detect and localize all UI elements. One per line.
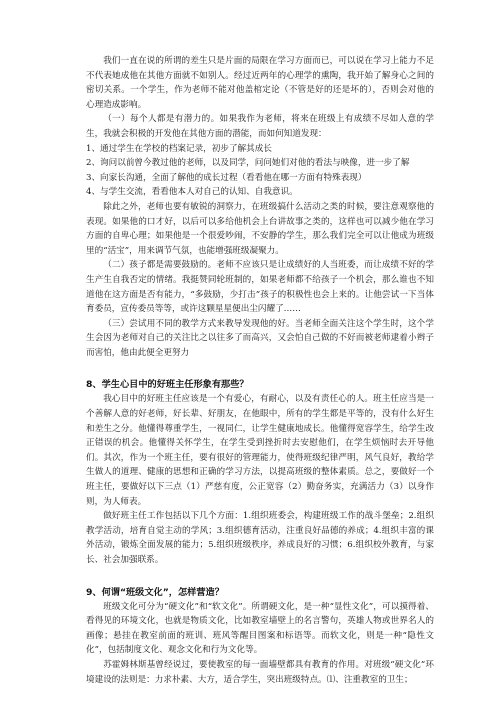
list-item: 3、向家长沟通，全面了解他的成长过程（看看他在哪一方面有特殊表现） (86, 172, 367, 183)
intro-paragraph-5: （三）尝试用不同的教学方式来教导发现他的好。当老师全面关注这个学生时，这个学生会因为老师对自己的关注比之以往多了而高兴，又会怕自己做的不好而被老师逮着小辫子而害怕，他由此便全更努力 (86, 318, 434, 358)
list-item: 4、与学生交流，看看他本人对自己的认知、自我意识。 (86, 187, 298, 198)
discovery-list (86, 142, 434, 200)
list-item: 1、通过学生在学校的档案记录，初步了解其成长 (86, 143, 272, 154)
section-9-paragraph-2: 苏霍姆林斯基曾经说过，要使教室的每一面墙壁都具有教育的作用。对班级“硬文化”环境建设的法则是：力求朴素、大方，适合学生，突出班级特点。⑴、注重教室的卫生； (86, 659, 434, 685)
list-item: 2、询问以前曾今教过他的老师，以及同学，问问她们对他的看法与映像，进一步了解 (86, 158, 410, 169)
intro-paragraph-2: （一）每个人都是有潜力的。如果我作为老师，将来在班级上有成绩不尽如人意的学生，我就会积极的开发他在其他方面的潜能，而如何知道发现： (86, 114, 434, 139)
document-body (86, 54, 434, 687)
section-9-heading: 9、何谓“班级文化”，怎样营造？ (86, 586, 224, 598)
section-gap (86, 360, 434, 377)
section-9-paragraph-1: 班级文化可分为“硬文化”和“软文化”。所谓硬文化，是一种“显性文化”，可以摸得着、看得见的环境文化，也就是物质文化，比如教室墙壁上的名言警句，英雄人物或世界名人的画像；悬挂在教室前面的班训、班风等醒目图案和标语等。而软文化，则是一种“隐性文化”，包括制度文化、观念文化和行为文化等。 (86, 601, 434, 656)
intro-paragraph-1: 我们一直在说的所谓的差生只是片面的局限在学习方面而已，可以说在学习上能力不足不代表她成他在其他方面就不如别人。经过近两年的心理学的熏陶，我开始了解身心之间的密切关系。一个学生，作为老师不能对他盖棺定论（不管是好的还是坏的），否则会对他的心理造成影响。 (86, 56, 434, 110)
intro-paragraph-3: 除此之外，老师也要有敏锐的洞察力，在班级搞什么活动之类的时候，要注意观察他的表现。如果他的口才好，以后可以多给他机会上台讲故事之类的，这样也可以减少他在学习方面的自卑心理；如果他是一个很爱吵闹，不安静的学生，那么我们完全可以让他成为班级里的“活宝”，用来调节气氛，也能增强班级凝聚力。 (86, 201, 434, 256)
section-8-paragraph-1: 我心目中的好班主任应该是一个有爱心，有耐心，以及有责任心的人。班主任应当是一个善解人意的好老师，好长辈、好朋友，在他眼中，所有的学生都是平等的，没有什么好生和差生之分。他懂得尊重学生，一视同仁，让学生健康地成长。他懂得宽容学生，给学生改正错误的机会。他懂得关怀学生，在学生受到挫折时去安慰他们，在学生烦恼时去开导他们。其次，作为一个班主任，要有很好的管理能力，使得班级纪律严明，风气良好，教给学生做人的道理、健康的思想和正确的学习方法，以提高班级的整体素质。总之，要做好一个班主任，要做好以下三点（1）严慈有度，公正宽容（2）勤奋务实，充满活力（3）以身作则，为人师表。 (86, 394, 434, 507)
intro-paragraph-4: （二）孩子都是需要鼓励的。老师不应该只是让成绩好的人当班委，而让成绩不好的学生产生自我否定的情绪。我挺赞同轮班制的，如果老师都不给孩子一个机会，那么谁也不知道他在这方面是否有能力，“多鼓励，少打击”孩子的积极性也会上来的。让他尝试一下当体育委员，宣传委员等等，或许这颗星星便出尘闪耀了…… (86, 260, 434, 315)
section-8-paragraph-2: 做好班主任工作包括以下几个方面：1.组织班委会，构建班级工作的战斗堡垒；2.组织教学活动，培育自觉主动的学风；3.组织德育活动，注重良好品德的养成；4.组织丰富的课外活动，锻炼全面发展的能力；5.组织班级秩序，养成良好的习惯；6.组织校外教育，与家长、社会加强联系。 (86, 511, 434, 565)
section-gap (86, 568, 434, 585)
section-8-heading: 8、学生心目中的好班主任形象有那些？ (86, 379, 249, 391)
